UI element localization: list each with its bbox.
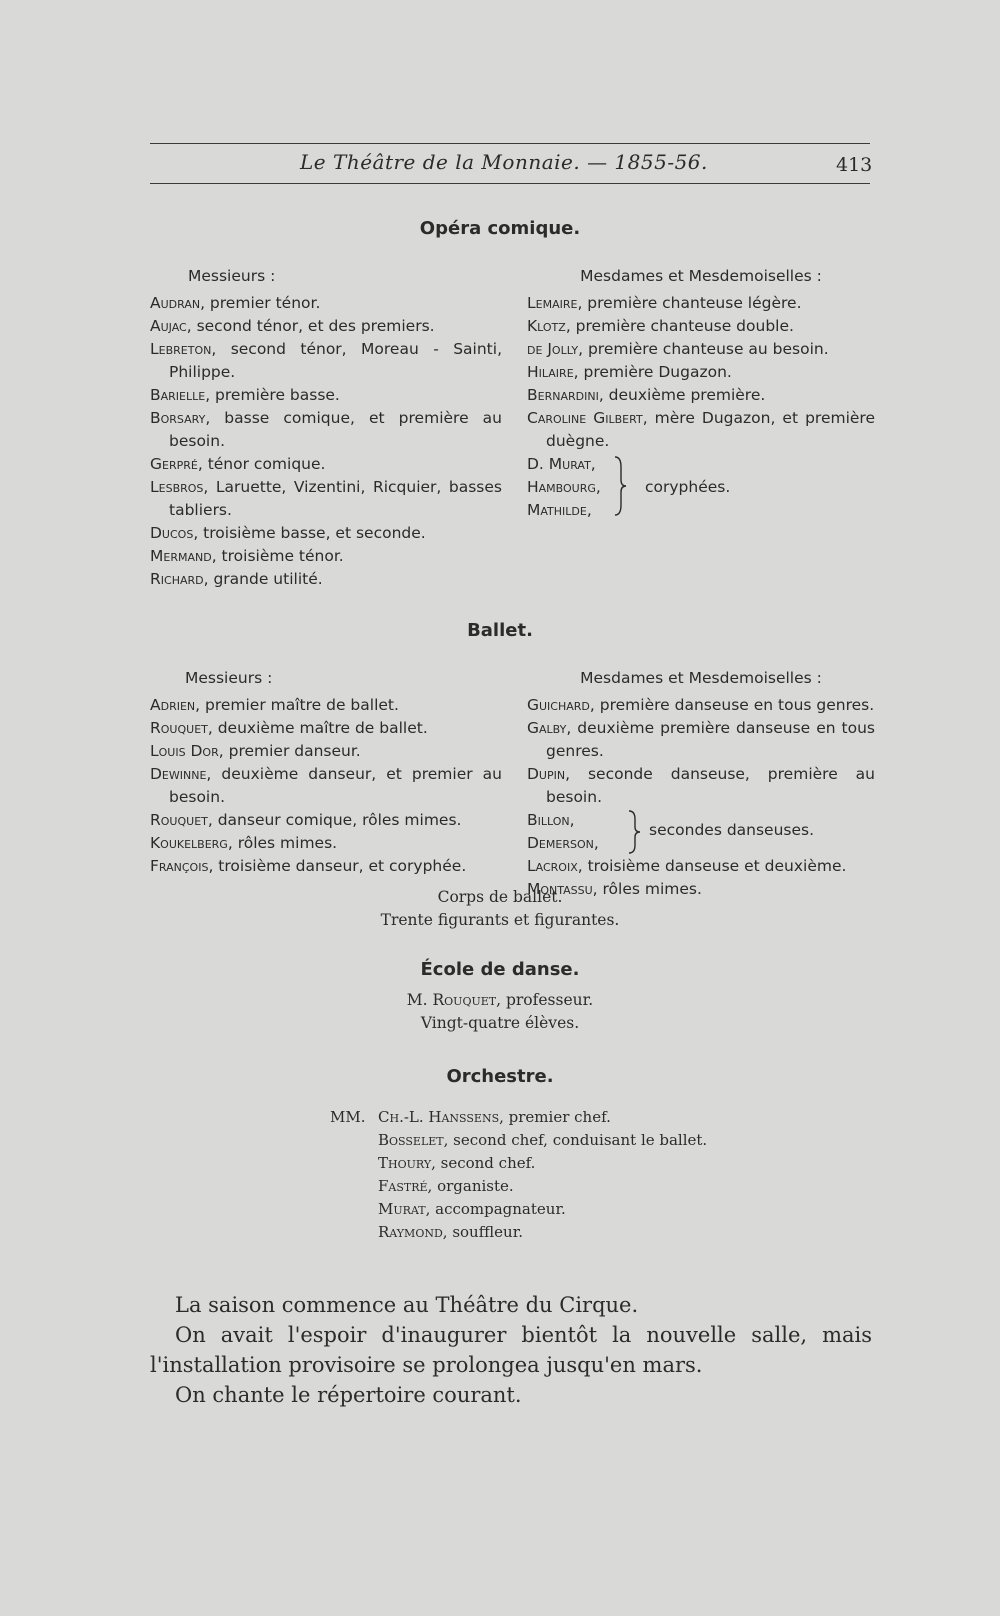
list-item	[527, 315, 875, 338]
person-name: Raymond	[378, 1223, 443, 1241]
right-brace-icon	[627, 809, 641, 855]
person-name: Dewinne	[150, 765, 207, 783]
person-name: Murat	[378, 1200, 426, 1218]
ecole-professeur	[0, 991, 1000, 1009]
prose-paragraph: On chante le répertoire courant.	[175, 1383, 522, 1407]
list-item	[150, 545, 502, 568]
person-role: , première danseuse en tous genres.	[589, 696, 875, 714]
list-item	[150, 407, 502, 453]
person-name: Adrien	[150, 696, 196, 714]
person-name: Klotz	[527, 317, 566, 335]
professeur-role: , professeur.	[496, 991, 594, 1009]
ballet-women-list	[527, 694, 875, 809]
person-role: , organiste.	[427, 1177, 514, 1195]
person-role: , première Dugazon.	[573, 363, 732, 381]
coryphees-group	[527, 453, 875, 523]
corps-de-ballet: Corps de ballet.	[437, 888, 563, 906]
list-item	[150, 809, 502, 832]
list-item	[527, 361, 875, 384]
ecole-eleves: Vingt-quatre élèves.	[420, 1014, 580, 1032]
person-name: Mermand	[150, 547, 212, 565]
person-role: , souffleur.	[442, 1223, 523, 1241]
person-role: , deuxième première.	[598, 386, 766, 404]
list-item	[378, 1221, 707, 1244]
person-role: , troisième basse, et seconde.	[193, 524, 426, 542]
person-name: Guichard	[527, 696, 590, 714]
seconde-name: Billon,	[527, 811, 575, 829]
person-role: , troisième danseuse et deuxième.	[577, 857, 847, 875]
person-name: Dupin	[527, 765, 566, 783]
person-name: Richard	[150, 570, 204, 588]
person-name: Montassu	[527, 880, 593, 898]
list-item	[150, 292, 502, 315]
person-role: , basse comique, et première au besoin.	[169, 409, 502, 450]
person-role: , premier danseur.	[218, 742, 361, 760]
list-item	[150, 740, 502, 763]
person-role: , mère Dugazon, et première duègne.	[546, 409, 875, 450]
person-name: Aujac	[150, 317, 187, 335]
prose-paragraph: La saison commence au Théâtre du Cirque.	[175, 1293, 639, 1317]
person-name: Ch.-L. Hanssens	[378, 1108, 500, 1126]
secondes-group	[527, 809, 875, 855]
list-item	[150, 855, 502, 878]
right-brace-icon	[613, 455, 627, 517]
person-name: Borsary	[150, 409, 206, 427]
opera-men-list	[150, 292, 502, 591]
person-name: Lacroix	[527, 857, 578, 875]
list-item	[150, 338, 502, 384]
person-role: , deuxième danseur, et premier au besoin.	[169, 765, 502, 806]
list-item	[150, 453, 502, 476]
person-name: Hilaire	[527, 363, 574, 381]
list-item	[378, 1198, 707, 1221]
list-item	[378, 1175, 707, 1198]
person-role: , danseur comique, rôles mimes.	[207, 811, 462, 829]
person-name: Rouquet	[150, 811, 208, 829]
person-name: Rouquet	[150, 719, 208, 737]
section-title-opera: Opéra comique.	[419, 218, 581, 239]
person-role: , second chef, conduisant le ballet.	[443, 1131, 708, 1149]
person-role: , ténor comique.	[197, 455, 326, 473]
section-title-ballet: Ballet.	[467, 620, 533, 641]
person-name: Galby	[527, 719, 567, 737]
opera-women-column	[527, 265, 875, 523]
list-item	[527, 338, 875, 361]
person-role: , deuxième première danseuse en tous genres.	[546, 719, 875, 760]
list-item	[150, 315, 502, 338]
list-item	[527, 763, 875, 809]
person-role: , Laruette, Vizentini, Ricquier, basses tabliers.	[169, 478, 502, 519]
person-role: , second chef.	[431, 1154, 536, 1172]
list-item	[527, 407, 875, 453]
person-name: Thoury	[378, 1154, 432, 1172]
person-role: , première chanteuse légère.	[577, 294, 802, 312]
person-role: , premier ténor.	[200, 294, 321, 312]
person-role: , première chanteuse au besoin.	[578, 340, 829, 358]
person-name: Koukelberg	[150, 834, 228, 852]
orchestre-prefix: MM.	[330, 1108, 366, 1126]
opera-men-heading: Messieurs :	[188, 267, 276, 285]
secondes-label: secondes danseuses.	[649, 821, 815, 839]
list-item	[150, 522, 502, 545]
figurants-line: Trente figurants et figurantes.	[380, 911, 620, 929]
list-item	[150, 694, 502, 717]
page-number: 413	[836, 154, 873, 176]
person-name: Gerpré	[150, 455, 198, 473]
person-role: , rôles mimes.	[227, 834, 338, 852]
person-name: Audran	[150, 294, 201, 312]
person-name: Barielle	[150, 386, 206, 404]
coryphees-label: coryphées.	[645, 478, 731, 496]
person-role: , troisième ténor.	[211, 547, 344, 565]
person-name: Bosselet	[378, 1131, 444, 1149]
list-item	[150, 476, 502, 522]
prose-paragraph: On avait l'espoir d'inaugurer bientôt la nouvelle salle, mais l'installation provisoire se prolongea jusqu'en mars.	[150, 1323, 872, 1377]
ballet-women-heading: Mesdames et Mesdemoiselles :	[580, 669, 822, 687]
list-item	[527, 292, 875, 315]
seconde-name: Demerson,	[527, 834, 599, 852]
person-role: , second ténor, et des premiers.	[186, 317, 435, 335]
person-name: Louis Dor	[150, 742, 219, 760]
list-item	[378, 1152, 707, 1175]
person-name: Lemaire	[527, 294, 578, 312]
orchestre-list	[378, 1106, 707, 1244]
opera-women-list	[527, 292, 875, 453]
ballet-men-list	[150, 694, 502, 878]
ballet-women-column	[527, 667, 875, 901]
section-title-ecole: École de danse.	[420, 959, 580, 980]
list-item	[378, 1129, 707, 1152]
professeur-name: Rouquet	[432, 991, 497, 1009]
list-item	[527, 855, 875, 878]
person-role: , première basse.	[205, 386, 340, 404]
list-item	[527, 384, 875, 407]
person-name: Caroline Gilbert	[527, 409, 643, 427]
professeur-prefix: M.	[406, 991, 433, 1009]
person-name: François	[150, 857, 209, 875]
list-item	[150, 384, 502, 407]
ballet-men-column	[150, 667, 502, 878]
coryphee-name: D. Murat,	[527, 455, 596, 473]
person-role: , deuxième maître de ballet.	[207, 719, 428, 737]
person-role: , premier chef.	[499, 1108, 611, 1126]
person-role: , premier maître de ballet.	[195, 696, 399, 714]
list-item	[150, 568, 502, 591]
list-item	[150, 832, 502, 855]
prose-block	[150, 1290, 872, 1410]
list-item	[527, 717, 875, 763]
person-role: , seconde danseuse, première au besoin.	[546, 765, 875, 806]
list-item	[150, 717, 502, 740]
coryphee-name: Hambourg,	[527, 478, 601, 496]
person-role: , première chanteuse double.	[565, 317, 794, 335]
person-name: de Jolly	[527, 340, 579, 358]
person-name: Ducos	[150, 524, 194, 542]
opera-women-heading: Mesdames et Mesdemoiselles :	[580, 267, 822, 285]
person-role: , accompagnateur.	[425, 1200, 566, 1218]
person-name: Bernardini	[527, 386, 599, 404]
person-role: , troisième danseur, et coryphée.	[208, 857, 467, 875]
section-title-orchestre: Orchestre.	[446, 1066, 554, 1087]
person-name: Fastré	[378, 1177, 428, 1195]
person-role: , grande utilité.	[203, 570, 323, 588]
list-item	[378, 1106, 707, 1129]
list-item	[527, 694, 875, 717]
ballet-men-heading: Messieurs :	[185, 669, 273, 687]
person-role: , rôles mimes.	[592, 880, 702, 898]
opera-men-column	[150, 265, 502, 591]
person-name: Lesbros	[150, 478, 204, 496]
person-name: Lebreton	[150, 340, 212, 358]
coryphee-name: Mathilde,	[527, 501, 592, 519]
header-rule-top	[150, 143, 870, 144]
person-role: , second ténor, Moreau - Sainti, Philippe.	[169, 340, 502, 381]
header-rule-bottom	[150, 183, 870, 184]
running-title: Le Théâtre de la Monnaie. — 1855-56.	[300, 150, 708, 174]
list-item	[150, 763, 502, 809]
